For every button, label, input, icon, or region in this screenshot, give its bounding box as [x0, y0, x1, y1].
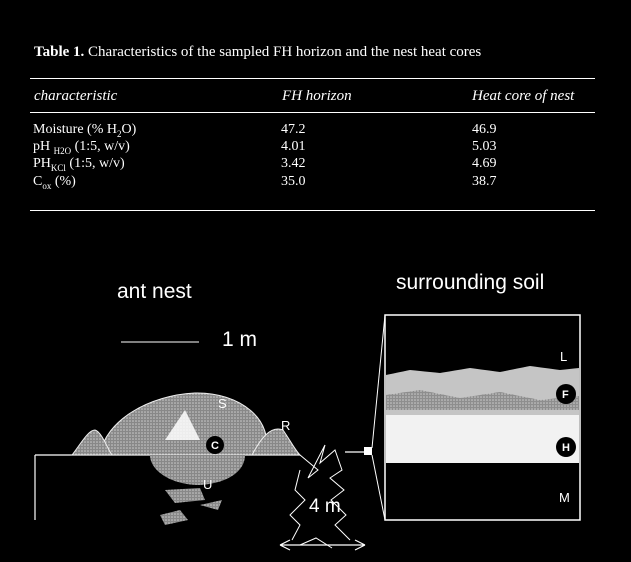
- connector-line: [372, 455, 385, 520]
- row-core-value: 38.7: [472, 174, 497, 189]
- distance-label: 4 m: [309, 496, 341, 517]
- nest-letter-c: C: [211, 440, 219, 452]
- scale-nest-label: 1 m: [222, 328, 258, 351]
- soil-letter-m: M: [559, 490, 570, 505]
- nest-underground: [150, 455, 245, 485]
- row-name: $C_{ox}$ (%): [33, 174, 76, 191]
- row-fh-value: 35.0: [281, 174, 306, 189]
- header-fh-horizon: FH horizon: [282, 88, 352, 104]
- zigzag-break: [300, 445, 350, 540]
- nest-letter-s: S: [218, 396, 227, 411]
- nest-letter-r: R: [281, 418, 291, 433]
- row-fh-value: 47.2: [281, 122, 306, 137]
- row-name: pH $_{H2O}$ (1:5, w/v): [33, 139, 130, 156]
- surrounding-soil-label: surrounding soil: [396, 271, 545, 294]
- nest-chamber: [200, 500, 222, 510]
- zigzag-break: [290, 470, 305, 540]
- row-core-value: 5.03: [472, 139, 497, 154]
- soil-letter-f: F: [562, 389, 569, 401]
- ant-nest-label: ant nest: [117, 280, 192, 303]
- soil-letter-h: H: [562, 442, 570, 454]
- soil-letter-l: L: [560, 349, 568, 364]
- nest-letter-u: U: [203, 477, 213, 492]
- sample-marker: [364, 447, 372, 455]
- table-caption-text: Characteristics of the sampled FH horizon and the nest heat cores: [88, 44, 482, 60]
- row-core-value: 46.9: [472, 122, 497, 137]
- header-heat-core: Heat core of nest: [472, 88, 575, 104]
- row-name: $PH_{KCl}$ (1:5, w/v): [33, 156, 125, 173]
- nest-chamber: [165, 488, 205, 503]
- nest-chamber: [160, 510, 188, 525]
- row-fh-value: 3.42: [281, 156, 306, 171]
- soil-profile: [385, 315, 580, 520]
- connector-line: [372, 315, 385, 448]
- distance-arrow-break: [300, 538, 332, 548]
- header-characteristic: characteristic: [34, 88, 118, 104]
- row-fh-value: 4.01: [281, 139, 306, 154]
- table-caption-label: Table 1.: [34, 44, 85, 60]
- row-name: Moisture (% $H_2O$): [33, 122, 137, 139]
- soil-layer-h: [386, 415, 579, 463]
- row-core-value: 4.69: [472, 156, 497, 171]
